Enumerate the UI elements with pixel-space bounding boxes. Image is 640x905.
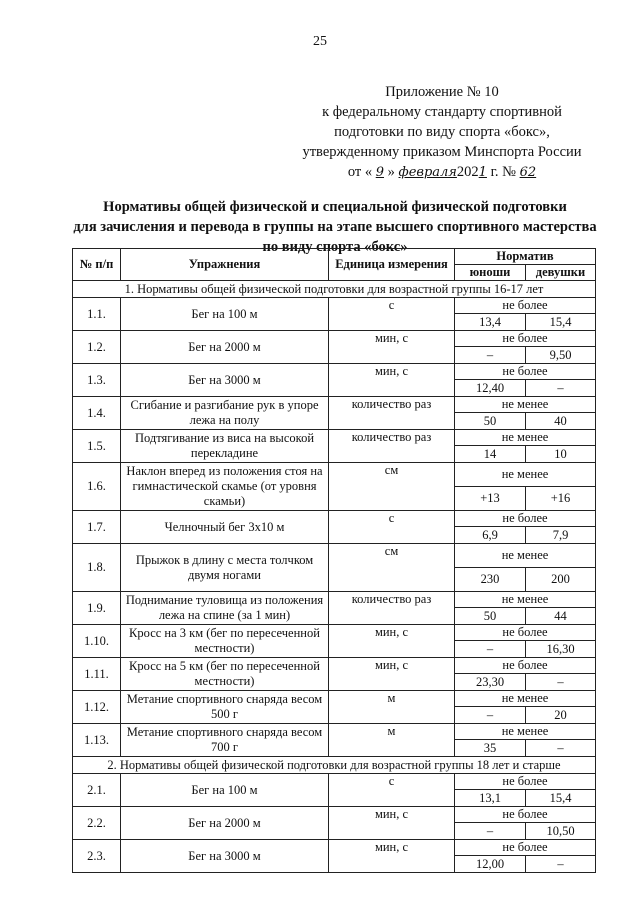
- title-line-1: Нормативы общей физической и специальной физической подготовки: [103, 199, 567, 215]
- header-no: № п/п: [73, 249, 121, 281]
- table-row: [73, 691, 596, 707]
- row-exercise: Бег на 2000 м: [121, 331, 329, 364]
- row-number: 1.10.: [73, 625, 121, 658]
- table-row: [73, 511, 596, 527]
- value-girls: 10,50: [526, 823, 596, 840]
- row-unit: мин, с: [329, 364, 455, 397]
- row-exercise: Бег на 100 м: [121, 774, 329, 807]
- date-prefix: от «: [347, 164, 373, 180]
- row-unit: количество раз: [329, 430, 455, 463]
- value-boys: –: [455, 347, 526, 364]
- appendix-line-4: утвержденному приказом Минспорта России: [302, 144, 582, 160]
- row-exercise: Наклон вперед из положения стоя на гимнастической скамье (от уровня скамьи): [121, 463, 329, 511]
- value-girls: 200: [526, 568, 596, 592]
- value-girls: –: [526, 856, 596, 873]
- row-unit: см: [329, 463, 455, 511]
- row-unit: см: [329, 544, 455, 592]
- row-number: 1.12.: [73, 691, 121, 724]
- row-number: 1.1.: [73, 298, 121, 331]
- row-condition: не менее: [455, 430, 596, 446]
- row-unit: мин, с: [329, 840, 455, 873]
- value-girls: 9,50: [526, 347, 596, 364]
- value-girls: –: [526, 674, 596, 691]
- header-boys: юноши: [455, 265, 526, 281]
- row-condition: не более: [455, 331, 596, 347]
- row-unit: мин, с: [329, 658, 455, 691]
- value-girls: 7,9: [526, 527, 596, 544]
- row-exercise: Подтягивание из виса на высокой перекладине: [121, 430, 329, 463]
- table-row: [73, 625, 596, 641]
- row-exercise: Метание спортивного снаряда весом 500 г: [121, 691, 329, 724]
- value-boys: –: [455, 823, 526, 840]
- row-exercise: Кросс на 3 км (бег по пересеченной местности): [121, 625, 329, 658]
- value-girls: 10: [526, 446, 596, 463]
- header-girls: девушки: [526, 265, 596, 281]
- table-row: [73, 298, 596, 314]
- row-exercise: Прыжок в длину с места толчком двумя ногами: [121, 544, 329, 592]
- row-exercise: Бег на 3000 м: [121, 840, 329, 873]
- table-row: [73, 430, 596, 446]
- norms-table: [72, 248, 596, 873]
- row-number: 1.11.: [73, 658, 121, 691]
- value-boys: 14: [455, 446, 526, 463]
- row-unit: с: [329, 511, 455, 544]
- header-exercise: Упражнения: [121, 249, 329, 281]
- value-boys: 50: [455, 413, 526, 430]
- row-number: 1.8.: [73, 544, 121, 592]
- row-exercise: Поднимание туловища из положения лежа на спине (за 1 мин): [121, 592, 329, 625]
- row-exercise: Бег на 100 м: [121, 298, 329, 331]
- value-girls: 15,4: [526, 790, 596, 807]
- title-line-3: по виду спорта «бокс»: [262, 239, 408, 255]
- row-unit: мин, с: [329, 807, 455, 840]
- value-boys: 13,4: [455, 314, 526, 331]
- row-number: 1.6.: [73, 463, 121, 511]
- value-girls: 15,4: [526, 314, 596, 331]
- row-condition: не менее: [455, 463, 596, 487]
- value-boys: 50: [455, 608, 526, 625]
- table-row: [73, 364, 596, 380]
- date-year-prefix: 202: [456, 164, 479, 180]
- row-condition: не более: [455, 511, 596, 527]
- row-exercise: Сгибание и разгибание рук в упоре лежа на полу: [121, 397, 329, 430]
- row-condition: не более: [455, 807, 596, 823]
- row-number: 1.9.: [73, 592, 121, 625]
- row-unit: количество раз: [329, 397, 455, 430]
- row-condition: не более: [455, 298, 596, 314]
- page-number: 25: [313, 34, 327, 49]
- value-boys: 12,40: [455, 380, 526, 397]
- row-number: 2.1.: [73, 774, 121, 807]
- value-boys: +13: [455, 487, 526, 511]
- row-condition: не более: [455, 658, 596, 674]
- date-mid: »: [387, 164, 395, 180]
- row-number: 1.13.: [73, 724, 121, 757]
- row-number: 1.5.: [73, 430, 121, 463]
- value-boys: –: [455, 707, 526, 724]
- table-row: [73, 658, 596, 674]
- appendix-line-3: подготовки по виду спорта «бокс»,: [334, 124, 550, 140]
- value-boys: 230: [455, 568, 526, 592]
- row-condition: не более: [455, 840, 596, 856]
- row-condition: не менее: [455, 724, 596, 740]
- title-line-2: для зачисления и перевода в группы на этапе высшего спортивного мастерства: [73, 219, 597, 235]
- row-condition: не менее: [455, 691, 596, 707]
- table-row: [73, 840, 596, 856]
- row-unit: мин, с: [329, 625, 455, 658]
- row-condition: не менее: [455, 544, 596, 568]
- date-day: 9: [375, 165, 385, 180]
- date-g: г. №: [490, 164, 516, 180]
- row-condition: не более: [455, 364, 596, 380]
- value-girls: +16: [526, 487, 596, 511]
- row-condition: не более: [455, 774, 596, 790]
- value-boys: 12,00: [455, 856, 526, 873]
- value-boys: 23,30: [455, 674, 526, 691]
- row-number: 1.7.: [73, 511, 121, 544]
- order-number: 62: [519, 165, 537, 180]
- table-row: [73, 774, 596, 790]
- row-condition: не менее: [455, 397, 596, 413]
- appendix-line-2: к федеральному стандарту спортивной: [322, 104, 562, 120]
- row-exercise: Челночный бег 3х10 м: [121, 511, 329, 544]
- row-unit: м: [329, 724, 455, 757]
- row-unit: с: [329, 774, 455, 807]
- value-boys: 35: [455, 740, 526, 757]
- table-row: [73, 463, 596, 487]
- value-girls: 16,30: [526, 641, 596, 658]
- value-girls: –: [526, 380, 596, 397]
- row-unit: м: [329, 691, 455, 724]
- section-title: 1. Нормативы общей физической подготовки для возрастной группы 16-17 лет: [73, 281, 596, 298]
- value-girls: 20: [526, 707, 596, 724]
- table-row: [73, 544, 596, 568]
- appendix-header: [292, 82, 592, 183]
- row-exercise: Бег на 2000 м: [121, 807, 329, 840]
- table-row: [73, 397, 596, 413]
- appendix-line-1: Приложение № 10: [385, 84, 499, 100]
- row-condition: не более: [455, 625, 596, 641]
- row-unit: количество раз: [329, 592, 455, 625]
- row-exercise: Метание спортивного снаряда весом 700 г: [121, 724, 329, 757]
- value-boys: 13,1: [455, 790, 526, 807]
- appendix-date: [292, 162, 592, 183]
- row-number: 2.3.: [73, 840, 121, 873]
- row-number: 2.2.: [73, 807, 121, 840]
- table-row: [73, 592, 596, 608]
- value-boys: –: [455, 641, 526, 658]
- header-norm: Норматив: [455, 249, 596, 265]
- row-unit: с: [329, 298, 455, 331]
- row-exercise: Бег на 3000 м: [121, 364, 329, 397]
- row-exercise: Кросс на 5 км (бег по пересеченной местности): [121, 658, 329, 691]
- value-boys: 6,9: [455, 527, 526, 544]
- section-title: 2. Нормативы общей физической подготовки для возрастной группы 18 лет и старше: [73, 757, 596, 774]
- row-number: 1.2.: [73, 331, 121, 364]
- row-number: 1.4.: [73, 397, 121, 430]
- value-girls: 40: [526, 413, 596, 430]
- row-number: 1.3.: [73, 364, 121, 397]
- row-condition: не менее: [455, 592, 596, 608]
- header-unit: Единица измерения: [329, 249, 455, 281]
- date-month: февраля: [398, 165, 457, 180]
- row-unit: мин, с: [329, 331, 455, 364]
- table-row: [73, 331, 596, 347]
- table-row: [73, 724, 596, 740]
- table-row: [73, 807, 596, 823]
- value-girls: –: [526, 740, 596, 757]
- date-year-digit: 1: [478, 165, 487, 180]
- value-girls: 44: [526, 608, 596, 625]
